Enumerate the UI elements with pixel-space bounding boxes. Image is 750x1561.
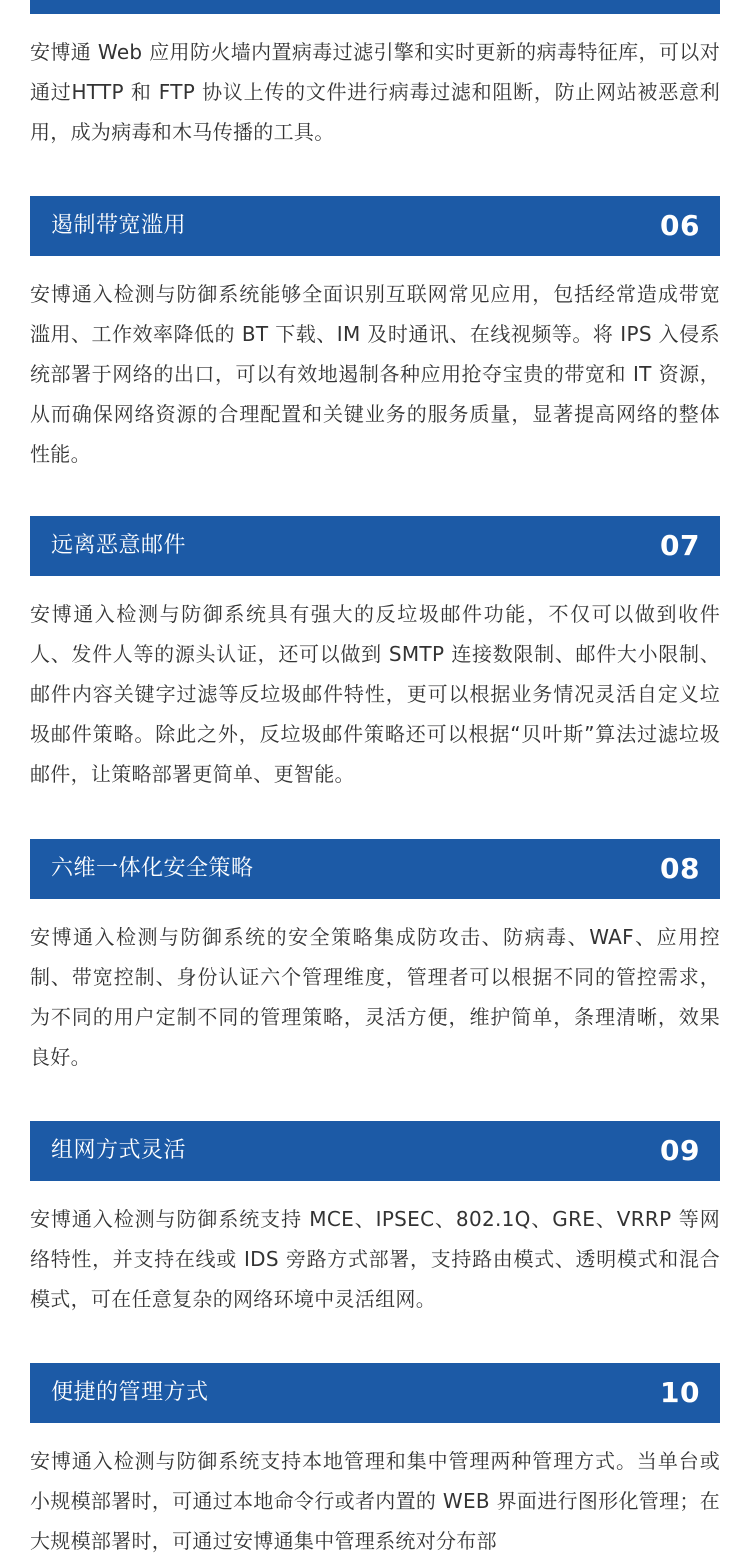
section-header-10: [30, 1363, 720, 1423]
section-header-08: [30, 839, 720, 899]
section-title: 六维一体化安全策略: [51, 856, 254, 881]
section-paragraph: 安博通入检测与防御系统能够全面识别互联网常见应用，包括经常造成带宽滥用、工作效率降低的 BT 下载、IM 及时通讯、在线视频等。将 IPS 入侵系统部署于网络的出口，可以有效地遏制各种应用抢夺宝贵的带宽和 IT 资源，从而确保网络资源的合理配置和关键业务的服务质量，显著提高网络的整体性能。: [30, 282, 720, 466]
section-number: 08: [660, 852, 700, 885]
section-header-07: [30, 516, 720, 576]
section-title: 遏制带宽滥用: [51, 213, 187, 238]
section-paragraph: 安博通入检测与防御系统支持本地管理和集中管理两种管理方式。当单台或小规模部署时，可通过本地命令行或者内置的 WEB 界面进行图形化管理；在大规模部署时，可通过安博通集中管理系统对分布部: [30, 1449, 720, 1553]
section-paragraph: 安博通入检测与防御系统支持 MCE、IPSEC、802.1Q、GRE、VRRP 等网络特性，并支持在线或 IDS 旁路方式部署，支持路由模式、透明模式和混合模式，可在任意复杂的网络环境中灵活组网。: [30, 1207, 720, 1311]
section-title: 便捷的管理方式: [51, 1380, 209, 1405]
section-paragraph: 安博通入检测与防御系统具有强大的反垃圾邮件功能，不仅可以做到收件人、发件人等的源头认证，还可以做到 SMTP 连接数限制、邮件大小限制、邮件内容关键字过滤等反垃圾邮件特性，更可以根据业务情况灵活自定义垃圾邮件策略。除此之外，反垃圾邮件策略还可以根据“贝叶斯”算法过滤垃圾邮件，让策略部署更简单、更智能。: [30, 602, 720, 786]
section-paragraph: 安博通入检测与防御系统的安全策略集成防攻击、防病毒、WAF、应用控制、带宽控制、身份认证六个管理维度，管理者可以根据不同的管控需求，为不同的用户定制不同的管理策略，灵活方便，维护简单，条理清晰，效果良好。: [30, 925, 720, 1069]
section-header-09: [30, 1121, 720, 1181]
section-title: 远离恶意邮件: [51, 533, 187, 558]
section-number: 06: [660, 209, 700, 242]
section-header-bar-partial: [30, 0, 720, 14]
section-header-06: [30, 196, 720, 256]
section-number: 10: [660, 1376, 700, 1409]
section-number: 07: [660, 529, 700, 562]
intro-paragraph: 安博通 Web 应用防火墙内置病毒过滤引擎和实时更新的病毒特征库，可以对通过HTTP 和 FTP 协议上传的文件进行病毒过滤和阻断，防止网站被恶意利用，成为病毒和木马传播的工具。: [30, 40, 720, 144]
section-title: 组网方式灵活: [51, 1138, 187, 1163]
section-number: 09: [660, 1134, 700, 1167]
